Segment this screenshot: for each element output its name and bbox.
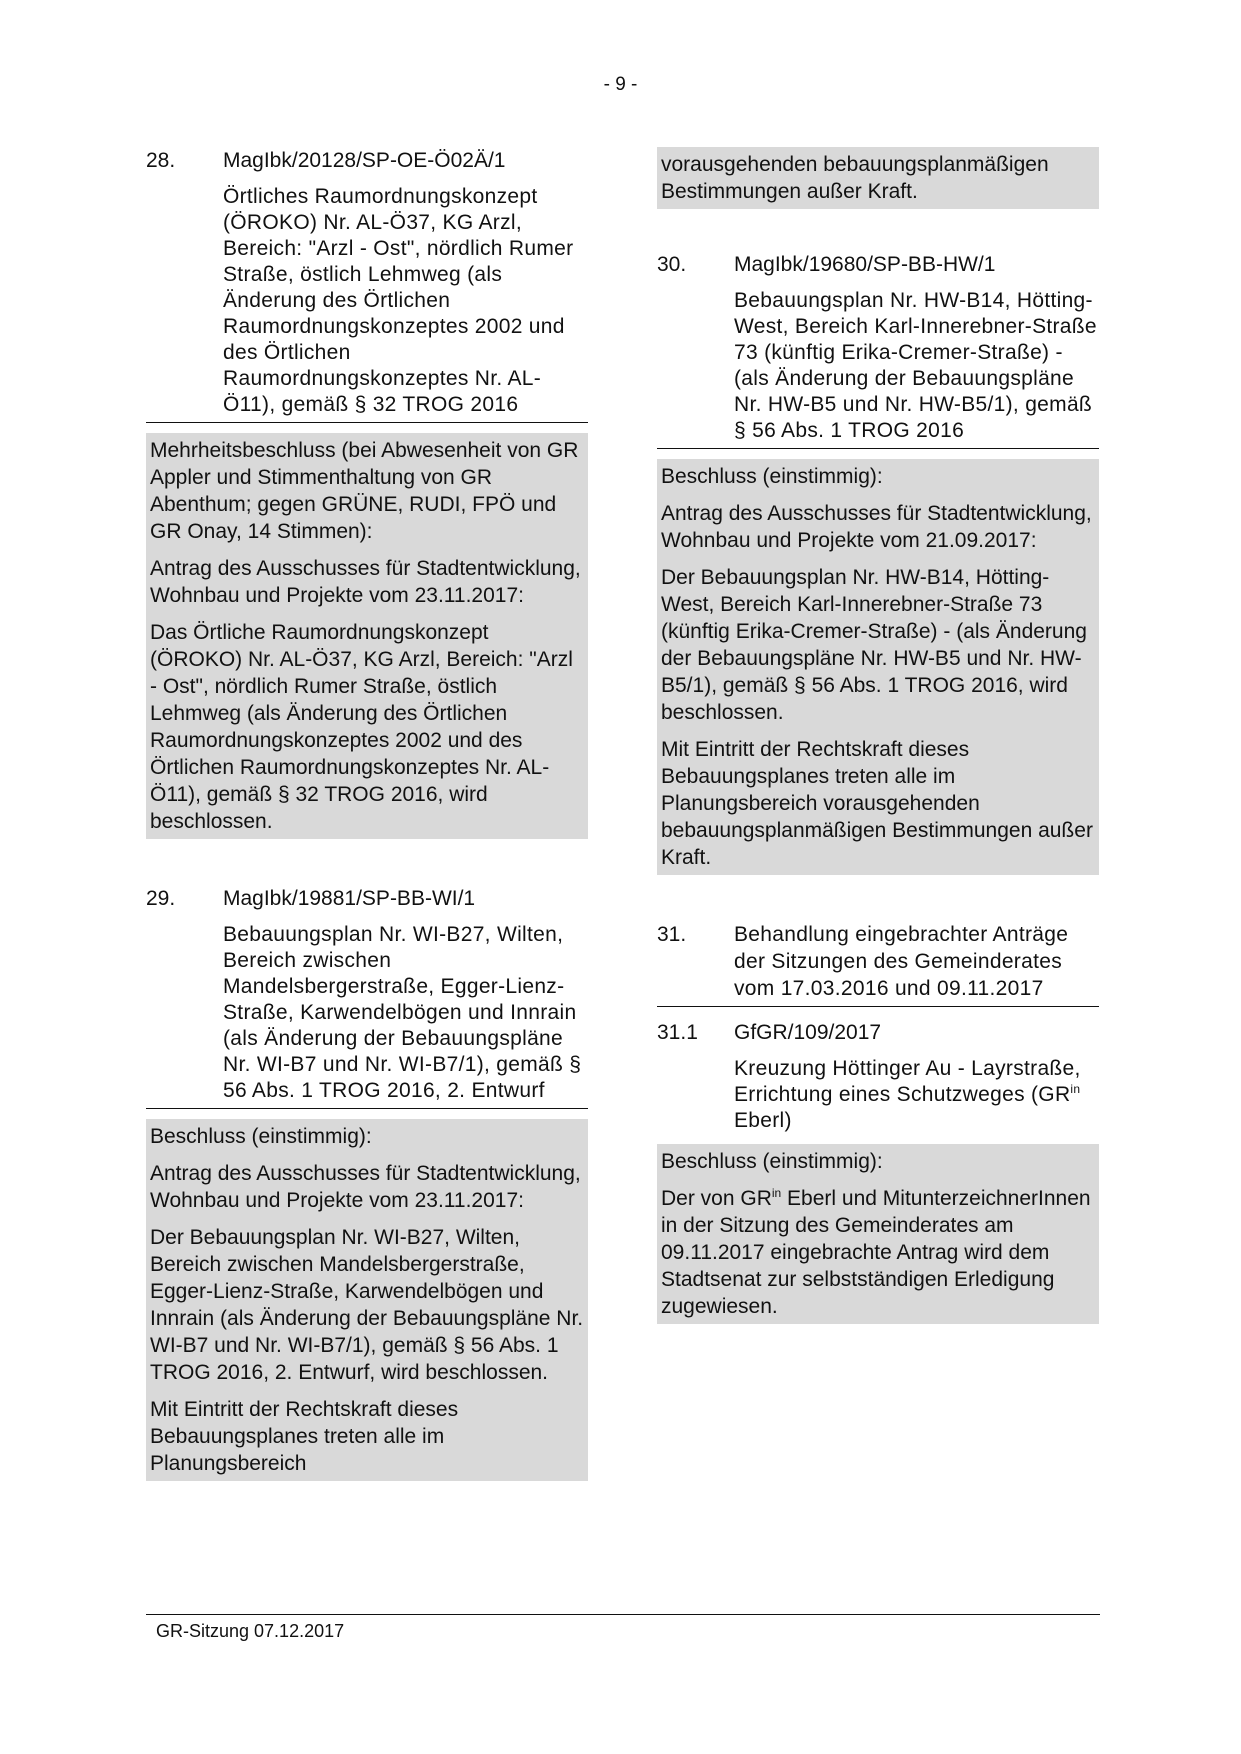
resolution-box	[657, 459, 1099, 875]
item-heading	[146, 885, 588, 912]
footer-text: GR-Sitzung 07.12.2017	[156, 1621, 345, 1641]
decision-text: Der Bebauungsplan Nr. WI-B27, Wilten, Bereich zwischen Mandelsbergerstraße, Egger-Lienz-Straße, Karwendelbögen und Innrain (als Änderung der Bebauungspläne Nr. WI-B7 und Nr. WI-B7/1), gemäß § 56 Abs. 1 TROG 2016, 2. Entwurf, wird beschlossen.	[150, 1226, 584, 1384]
vote-result: Beschluss (einstimmig):	[150, 1125, 372, 1148]
item-number: 31.1	[657, 1021, 698, 1044]
item-title: Behandlung eingebrachter Anträge der Sitzungen des Gemeinderates vom 17.03.2016 und 09.11.2017	[734, 923, 1069, 1000]
legal-note-part1: Mit Eintritt der Rechtskraft dieses Bebauungsplanes treten alle im Planungsbereich	[150, 1398, 459, 1475]
decision-text: Der Bebauungsplan Nr. HW-B14, Hötting-West, Bereich Karl-Innerebner-Straße 73 (künftig Erika-Cremer-Straße) - (als Änderung der Bebauungspläne Nr. HW-B5 und Nr. HW-B5/1), gemäß § 56 Abs. 1 TROG 2016, wird beschlossen.	[661, 566, 1087, 724]
decision-text: Das Örtliche Raumordnungskonzept (ÖROKO) Nr. AL-Ö37, KG Arzl, Bereich: "Arzl - Ost", nördlich Rumer Straße, östlich Lehmweg (als Änderung des Örtlichen Raumordnungskonzeptes 2002 und des Örtlichen Raumordnungskonzeptes Nr. AL-Ö11), gemäß § 32 TROG 2016, wird beschlossen.	[150, 621, 573, 833]
committee-motion: Antrag des Ausschusses für Stadtentwicklung, Wohnbau und Projekte vom 21.09.2017:	[661, 502, 1092, 552]
item-number: 29.	[146, 887, 176, 910]
item-heading	[657, 251, 1099, 278]
item-number: 31.	[657, 923, 687, 946]
legal-note: Mit Eintritt der Rechtskraft dieses Bebauungsplanes treten alle im Planungsbereich vorausgehenden bebauungsplanmäßigen Bestimmungen außer Kraft.	[661, 738, 1093, 869]
vote-result: Beschluss (einstimmig):	[661, 1150, 883, 1173]
resolution-box	[146, 1119, 588, 1481]
resolution-box-continued	[657, 147, 1099, 209]
agenda-item-29	[146, 885, 588, 1481]
item-title: Kreuzung Höttinger Au - Layrstraße, Errichtung eines Schutzweges ($GR^{in}$ Eberl)	[734, 1057, 1081, 1132]
resolution-box	[657, 1144, 1099, 1324]
footer-divider	[146, 1614, 1100, 1615]
item-title: Bebauungsplan Nr. HW-B14, Hötting-West, Bereich Karl-Innerebner-Straße 73 (künftig Erika-Cremer-Straße) - (als Änderung der Bebauungspläne Nr. HW-B5 und Nr. HW-B5/1), gemäß § 56 Abs. 1 TROG 2016	[657, 288, 1099, 449]
decision-text: Der von $GR^{in}$ Eberl und MitunterzeichnerInnen in der Sitzung des Gemeinderates am 09.11.2017 eingebrachte Antrag wird dem Stadtsenat zur selbstständigen Erledigung zugewiesen.	[661, 1186, 1091, 1318]
committee-motion: Antrag des Ausschusses für Stadtentwicklung, Wohnbau und Projekte vom 23.11.2017:	[150, 1162, 581, 1212]
resolution-box	[146, 433, 588, 839]
vote-result: Beschluss (einstimmig):	[661, 465, 883, 488]
item-reference: GfGR/109/2017	[734, 1021, 882, 1044]
item-heading	[657, 1019, 1099, 1046]
committee-motion: Antrag des Ausschusses für Stadtentwicklung, Wohnbau und Projekte vom 23.11.2017:	[150, 557, 581, 607]
item-heading	[657, 921, 1099, 1007]
item-reference: MagIbk/19881/SP-BB-WI/1	[223, 887, 476, 910]
item-number: 30.	[657, 253, 687, 276]
vote-result: Mehrheitsbeschluss (bei Abwesenheit von GR Appler und Stimmenthaltung von GR Abenthum; gegen GRÜNE, RUDI, FPÖ und GR Onay, 14 Stimmen):	[150, 439, 579, 543]
item-heading	[146, 147, 588, 174]
agenda-item-30	[657, 251, 1099, 875]
item-number: 28.	[146, 149, 176, 172]
agenda-item-31	[657, 921, 1099, 1007]
agenda-item-31-1	[657, 1019, 1099, 1324]
agenda-item-28	[146, 147, 588, 839]
right-column	[657, 147, 1099, 1324]
left-column	[146, 147, 588, 1481]
legal-note-part2: vorausgehenden bebauungsplanmäßigen Bestimmungen außer Kraft.	[661, 153, 1049, 203]
item-title: Bebauungsplan Nr. WI-B27, Wilten, Bereich zwischen Mandelsbergerstraße, Egger-Lienz-Straße, Karwendelbögen und Innrain (als Änderung der Bebauungspläne Nr. WI-B7 und Nr. WI-B7/1), gemäß § 56 Abs. 1 TROG 2016, 2. Entwurf	[146, 922, 588, 1109]
page-number: - 9 -	[603, 74, 638, 95]
item-reference: MagIbk/19680/SP-BB-HW/1	[734, 253, 996, 276]
item-title: Örtliches Raumordnungskonzept (ÖROKO) Nr. AL-Ö37, KG Arzl, Bereich: "Arzl - Ost", nördlich Rumer Straße, östlich Lehmweg (als Änderung des Örtlichen Raumordnungskonzeptes 2002 und des Örtlichen Raumordnungskonzeptes Nr. AL-Ö11), gemäß § 32 TROG 2016	[146, 184, 588, 423]
item-reference: MagIbk/20128/SP-OE-Ö02Ä/1	[223, 149, 506, 172]
